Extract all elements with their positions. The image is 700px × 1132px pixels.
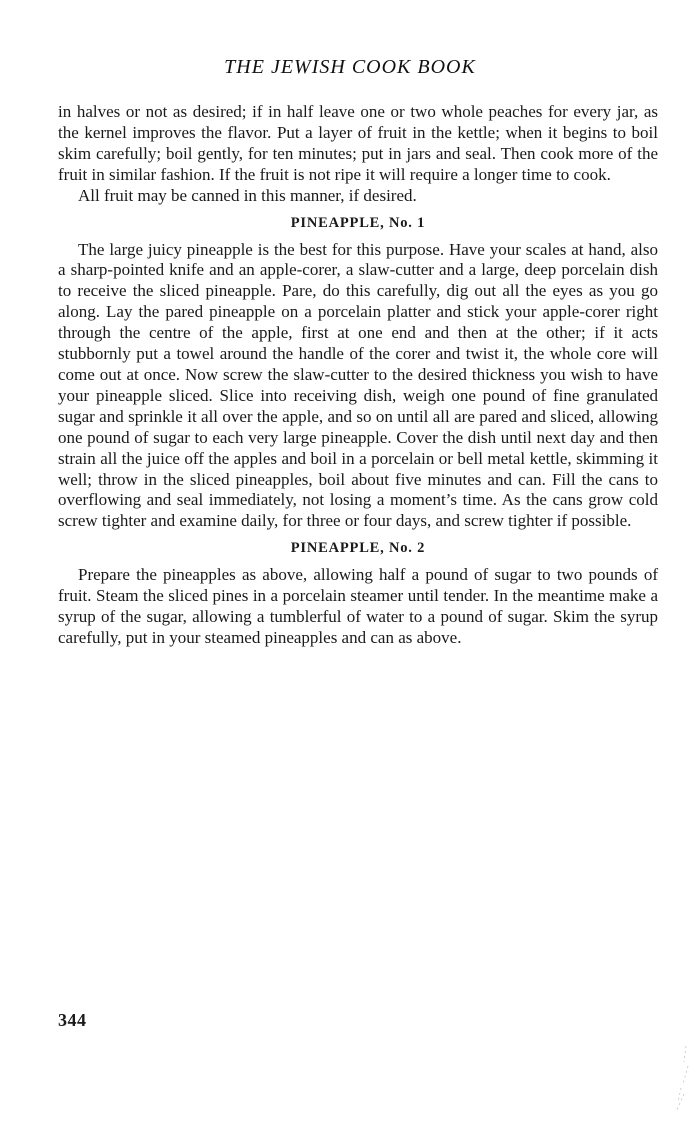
- body-text: [58, 102, 658, 649]
- continued-paragraph: in halves or not as desired; if in half leave one or two whole peaches for every jar, as the kernel improves the flavor. Put a layer of fruit in the kettle; when it begins to boil skim carefully; boil gently, for ten minutes; put in jars and seal. Then cook more of the fruit in similar fashion. If the fruit is not ripe it will require a longer time to cook.: [58, 102, 658, 184]
- canning-note-paragraph: All fruit may be canned in this manner, if desired.: [78, 185, 417, 205]
- section-text-pineapple-1: The large juicy pineapple is the best for this purpose. Have your scales at hand, also a sharp-pointed knife and an apple-corer, a slaw-cutter and a large, deep porcelain dish to receive the sliced pineapple. Pare, do this carefully, dig out all the eyes as you go along. Lay the pared pineapple on a porcelain platter and stick your apple-corer right through the centre of the apple, first at one end and then at the other; if it acts stubbornly put a towel around the handle of the corer and twist it, the whole core will come out at once. Now screw the slaw-cutter to the desired thickness you wish to have your pineapple sliced. Slice into receiving dish, weigh one pound of fine granulated sugar and sprinkle it all over the apple, and so on until all are pared and sliced, allowing one pound of sugar to each very large pineapple. Cover the dish until next day and then strain all the juice off the apples and boil in a porcelain or bell metal kettle, skimming it well; throw in the sliced pineapples, boil about five minutes and can. Fill the cans to overflowing and seal immediately, not losing a moment’s time. As the cans grow cold screw tighter and examine daily, for three or four days, and screw tighter if possible.: [58, 239, 658, 531]
- page-edge-smudge: [672, 1044, 692, 1114]
- section-text-pineapple-2: Prepare the pineapples as above, allowing half a pound of sugar to two pounds of fruit. Steam the sliced pines in a porcelain steamer until tender. In the meantime make a syrup of the sugar, allowing a tumblerful of water to a pound of sugar. Skim the syrup carefully, put in your steamed pineapples and can as above.: [58, 565, 658, 647]
- running-head: THE JEWISH COOK BOOK: [224, 56, 476, 78]
- section-heading-pineapple-2: PINEAPPLE, No. 2: [290, 540, 426, 557]
- section-heading-pineapple-1: PINEAPPLE, No. 1: [290, 214, 426, 231]
- page-number: 344: [58, 1010, 87, 1030]
